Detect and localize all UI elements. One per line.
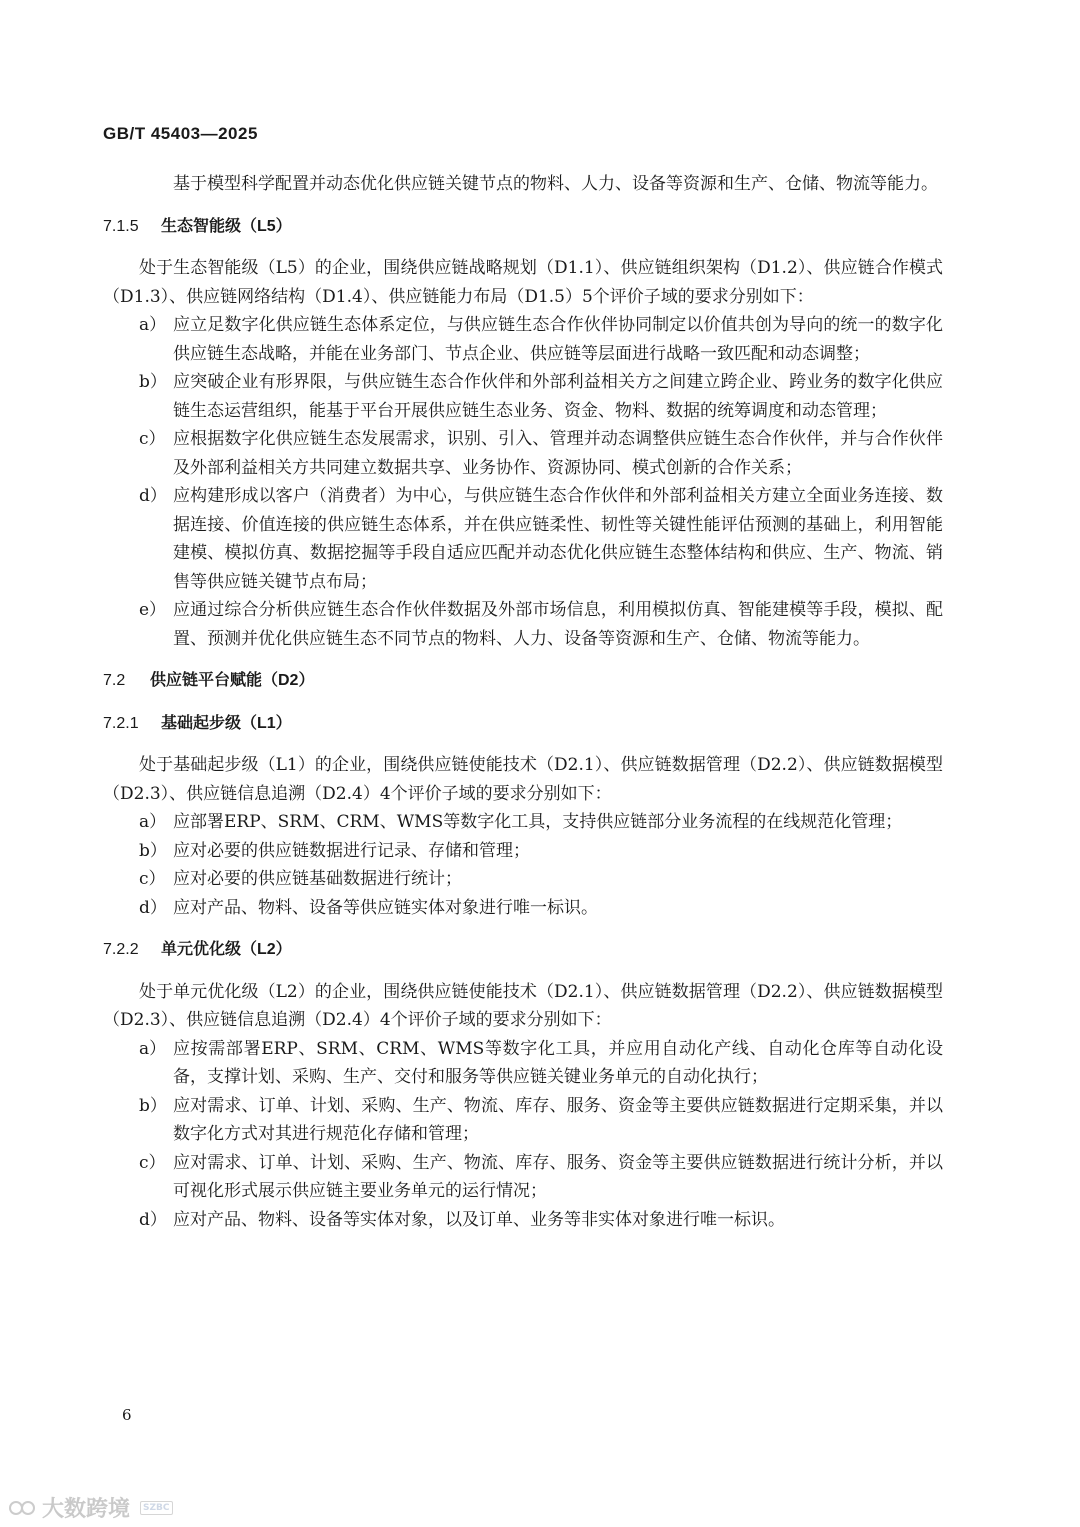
section-7-2-1-intro: 处于基础起步级（L1）的企业，围绕供应链使能技术（D2.1）、供应链数据管理（D2.2）、供应链数据模型（D2.3）、供应链信息追溯（D2.4）4个评价子域的要求分别如下： [103,755,943,804]
list-item-text: 应突破企业有形界限，与供应链生态合作伙伴和外部利益相关方之间建立跨企业、跨业务的数字化供应链生态运营组织，能基于平台开展供应链生态业务、资金、物料、数据的统筹调度和动态管理； [173,372,943,421]
section-7-1-5-heading [103,213,943,242]
list-marker: a） [139,1038,167,1059]
watermark-logo-icon [8,1497,38,1519]
section-7-2-2-heading [103,936,943,965]
section-title: 生态智能级（L5） [161,217,292,235]
watermark [8,1492,173,1523]
standard-number: GB/T 45403—2025 [103,124,258,143]
list-item-text: 应部署ERP、SRM、CRM、WMS等数字化工具，支持供应链部分业务流程的在线规范化管理； [173,812,903,832]
list-item [103,1206,943,1235]
list-item-text: 应对需求、订单、计划、采购、生产、物流、库存、服务、资金等主要供应链数据进行统计分析，并以可视化形式展示供应链主要业务单元的运行情况； [173,1152,943,1201]
list-item-text: 应对产品、物料、设备等供应链实体对象进行唯一标识。 [173,897,598,918]
section-number: 7.2.2 [103,941,139,958]
list-marker: b） [139,1095,167,1116]
list-item-text: 应按需部署ERP、SRM、CRM、WMS等数字化工具，并应用自动化产线、自动化仓库等自动化设备，支撑计划、采购、生产、交付和服务等供应链关键业务单元的自动化执行； [173,1038,943,1087]
list-item-text: 应构建形成以客户（消费者）为中心，与供应链生态合作伙伴和外部利益相关方建立全面业务连接、数据连接、价值连接的供应链生态体系，并在供应链柔性、韧性等关键性能评估预测的基础上，利用智能建模、模拟仿真、数据挖掘等手段自适应匹配并动态优化供应链生态整体结构和供应、生产、物流、销售等供应链关键节点布局； [173,486,943,592]
section-7-2-heading [103,667,943,696]
list-item [103,482,943,596]
list-marker: a） [139,812,167,832]
section-7-2-1-heading [103,710,943,739]
section-7-1-5-list [103,311,943,653]
list-item-text: 应对需求、订单、计划、采购、生产、物流、库存、服务、资金等主要供应链数据进行定期采集，并以数字化方式对其进行规范化存储和管理； [173,1095,943,1144]
list-item [103,865,943,894]
list-marker: c） [139,429,166,449]
list-marker: d） [139,486,167,506]
list-item [103,311,943,368]
list-item-text: 应对必要的供应链基础数据进行统计； [173,869,462,889]
list-item [103,368,943,425]
section-7-2-2-list [103,1035,943,1235]
list-item-text: 应对产品、物料、设备等实体对象，以及订单、业务等非实体对象进行唯一标识。 [173,1209,785,1230]
section-number: 7.1.5 [103,217,139,235]
page-number: 6 [122,1406,132,1424]
list-item-text: 应根据数字化供应链生态发展需求，识别、引入、管理并动态调整供应链生态合作伙伴，并与合作伙伴及外部利益相关方共同建立数据共享、业务协作、资源协同、模式创新的合作关系； [173,429,943,478]
list-marker: b） [139,840,167,861]
list-marker: c） [139,1152,166,1173]
list-item-text: 应对必要的供应链数据进行记录、存储和管理； [173,840,530,861]
list-marker: c） [139,869,166,889]
list-marker: b） [139,372,167,392]
list-item [103,425,943,482]
list-marker: e） [139,600,167,620]
continued-paragraph: 基于模型科学配置并动态优化供应链关键节点的物料、人力、设备等资源和生产、仓储、物流等能力。 [173,174,938,194]
list-item [103,1092,943,1149]
section-number: 7.2.1 [103,714,139,732]
section-title: 单元优化级（L2） [161,941,292,958]
section-title: 供应链平台赋能（D2） [150,672,315,689]
list-item [103,596,943,653]
section-7-2-2-intro: 处于单元优化级（L2）的企业，围绕供应链使能技术（D2.1）、供应链数据管理（D2.2）、供应链数据模型（D2.3）、供应链信息追溯（D2.4）4个评价子域的要求分别如下： [103,981,943,1030]
list-marker: d） [139,1209,167,1230]
list-marker: d） [139,897,167,918]
watermark-text: 大数跨境 [42,1497,131,1522]
list-item [103,837,943,866]
section-title: 基础起步级（L1） [161,714,292,732]
list-item [103,894,943,923]
section-7-1-5-intro: 处于生态智能级（L5）的企业，围绕供应链战略规划（D1.1）、供应链组织架构（D1.2）、供应链合作模式（D1.3）、供应链网络结构（D1.4）、供应链能力布局（D1.5）5个评价子域的要求分别如下： [103,258,943,307]
watermark-badge: SZBC [140,1501,172,1515]
section-7-2-1-list [103,808,943,922]
section-number: 7.2 [103,672,126,689]
list-item [103,808,943,837]
list-marker: a） [139,315,167,335]
list-item [103,1035,943,1092]
document-body [103,170,943,1234]
list-item [103,1149,943,1206]
list-item-text: 应立足数字化供应链生态体系定位，与供应链生态合作伙伴协同制定以价值共创为导向的统一的数字化供应链生态战略，并能在业务部门、节点企业、供应链等层面进行战略一致匹配和动态调整； [173,315,943,364]
list-item-text: 应通过综合分析供应链生态合作伙伴数据及外部市场信息，利用模拟仿真、智能建模等手段，模拟、配置、预测并优化供应链生态不同节点的物料、人力、设备等资源和生产、仓储、物流等能力。 [173,600,943,649]
